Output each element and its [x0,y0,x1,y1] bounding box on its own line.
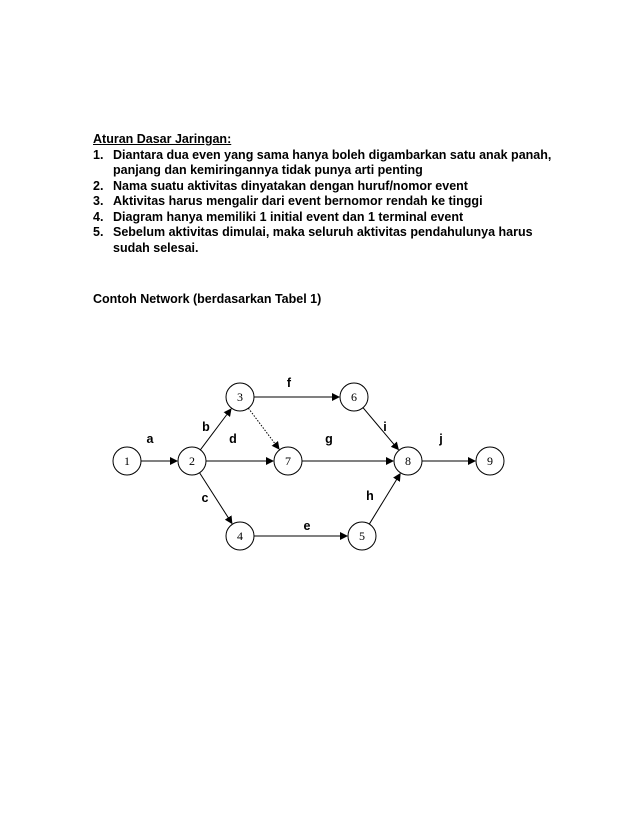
activity-arrow-5-8 [369,474,400,524]
activity-label-e: e [303,519,311,533]
event-node-number: 8 [405,454,411,468]
rule-text: Nama suatu aktivitas dinyatakan dengan huruf/nomor event [113,178,468,193]
activity-label-b: b [202,420,210,434]
event-node-number: 3 [237,390,243,404]
event-node-number: 1 [124,454,130,468]
rule-text: Aktivitas harus mengalir dari event bernomor rendah ke tinggi [113,194,483,208]
event-node-3 [226,383,254,411]
event-node-number: 2 [189,454,195,468]
activity-label-c: c [201,491,209,505]
event-node-8 [394,447,422,475]
event-node-number: 4 [237,529,243,543]
activity-label-a: a [146,432,154,446]
rule-number: 1. [93,147,104,162]
activity-label-f: f [286,376,292,390]
example-title: Contoh Network (berdasarkan Tabel 1) [93,292,322,306]
event-node-number: 9 [487,454,493,468]
rule-number: 5. [93,225,104,239]
activity-label-i: i [383,420,387,434]
event-node-7 [274,447,302,475]
rules-title: Aturan Dasar Jaringan: [93,132,232,146]
activity-label-j: j [439,432,443,446]
event-node-1 [113,447,141,475]
event-node-number: 6 [351,390,357,404]
rule-number: 4. [93,209,104,224]
activity-label-d: d [229,432,237,446]
activity-label-h: h [366,489,374,503]
rule-number: 2. [93,178,104,193]
rule-number: 3. [93,194,104,208]
event-node-number: 7 [285,454,291,468]
activity-label-g: g [325,432,333,446]
rule-text: Diagram hanya memiliki 1 initial event dan 1 terminal event [113,209,464,224]
dummy-arrow-3-7 [248,408,279,449]
event-node-number: 5 [359,529,365,543]
event-node-4 [226,522,254,550]
event-node-6 [340,383,368,411]
rule-text: Diantara dua even yang sama hanya boleh digambarkan satu anak panah, panjang dan kemiringannya tidak punya arti penting [113,147,552,177]
rule-text: Sebelum aktivitas dimulai, maka seluruh aktivitas pendahulunya harus sudah selesai. [113,225,533,255]
activity-arrow-6-8 [363,408,398,450]
event-node-9 [476,447,504,475]
event-node-5 [348,522,376,550]
event-node-2 [178,447,206,475]
